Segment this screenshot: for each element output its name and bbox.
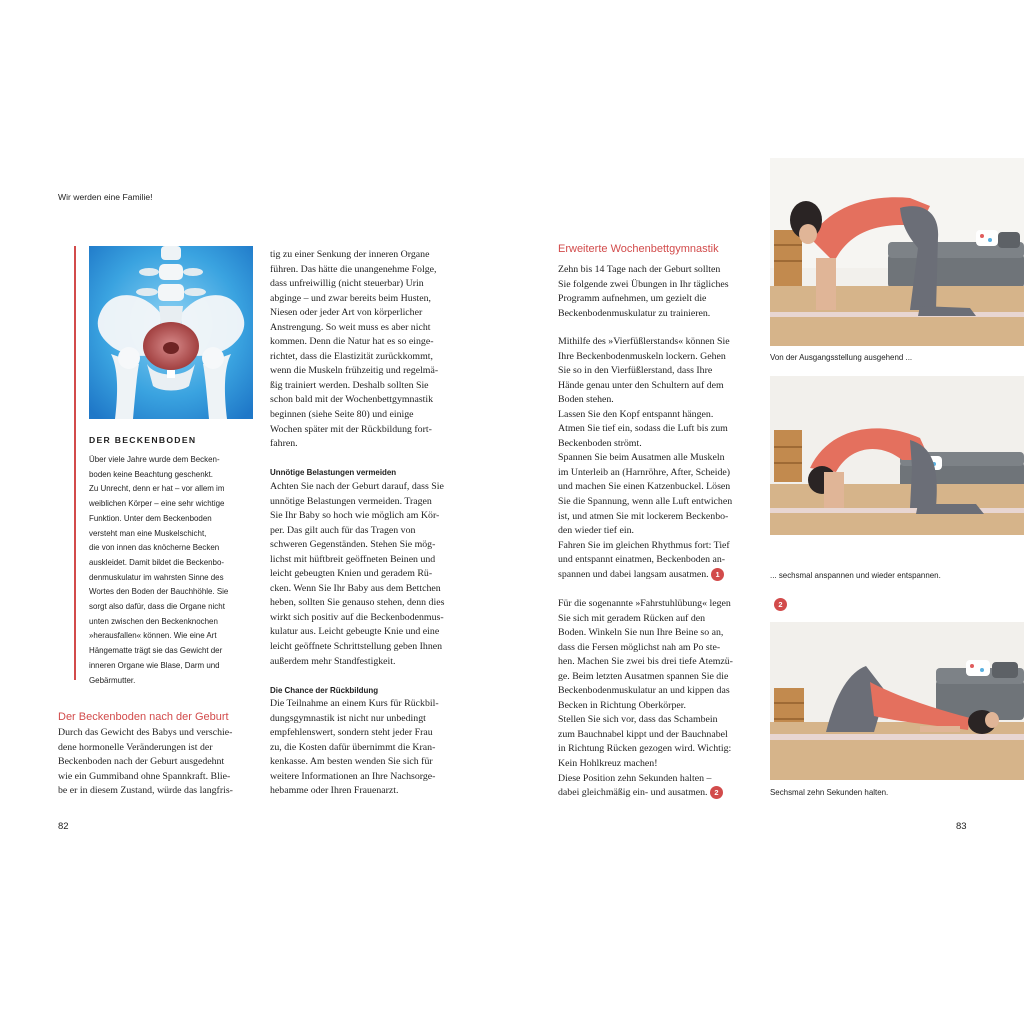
body-line: Boden stehen. [558,394,614,406]
body-line: hen. Machen Sie zwei bis drei tiefe Atemzü- [558,656,733,668]
section-heading-wochenbett: Erweiterte Wochenbettgymnastik [558,243,719,255]
body-line: beginnen (siehe Seite 80) und einige [270,409,414,421]
body-line: dass unfreiwillig (nicht steuerbar) Urin [270,278,424,290]
running-head: Wir werden eine Familie! [58,192,153,202]
body-line: heben, sollten Sie genauso stehen, denn dies [270,597,445,609]
body-line: Atmen Sie tief ein, sodass die Luft bis zum [558,423,728,435]
sidebar-line: Hängematte trägt sie das Gewicht der [89,646,223,656]
body-line: den wieder tief ein. [558,525,634,537]
body-line: fahren. [270,438,298,450]
body-line: tig zu einer Senkung der inneren Organe [270,249,430,260]
body-line: Beckenbodenmuskulatur zu trainieren. [558,307,711,319]
sidebar-line: Gebärmutter. [89,675,136,685]
body-line: ßig trainiert werden. Deshalb sollten Sie [270,379,429,391]
section-heading-beckenboden: Der Beckenboden nach der Geburt [58,711,229,723]
body-line: Wochen später mit der Rückbildung fort- [270,423,432,435]
paragraph-fahrstuhluebung [558,597,733,801]
section-body-beckenboden [58,726,233,799]
body-line: Anstrengung. So weit muss es aber nicht [270,321,431,333]
body-line: Beckenboden nach der Geburt ausgedehnt [58,756,225,768]
paragraph-vierfuesslerstand [558,335,732,582]
body-line: außerdem mehr Standfestigkeit. [270,655,396,667]
body-line: Sie die Spannung, wenn alle Luft entwichen [558,496,733,508]
sidebar-line: weiblichen Körper – eine sehr wichtige [89,499,225,509]
body-line: Sie folgende zwei Übungen in Ihr tägliches [558,278,729,290]
body-line: cken. Wenn Sie Ihr Baby aus dem Bettchen [270,582,441,594]
sidebar-body [89,453,261,688]
body-line: kommen. Denn die Natur hat es so einge- [270,336,434,348]
body-line: dungsgymnastik ist nicht nur unbedingt [270,712,426,724]
body-line: per. Das gilt auch für das Tragen von [270,524,416,536]
body-line: kenkasse. Am besten wenden Sie sich für [270,756,433,768]
column2-rueckbildung [270,697,439,799]
body-line: Hände genau unter den Schultern auf dem [558,379,724,391]
body-line: Sie Ihr Baby so hoch wie möglich am Kör- [270,510,440,522]
body-line: Sie sich mit geradem Rücken auf den [558,612,706,624]
body-line: Boden. Winkeln Sie nun Ihre Beine so an, [558,627,724,639]
subheading-rueckbildung: Die Chance der Rückbildung [270,686,379,695]
photo-3-badge: 2 [774,598,787,611]
body-line: Diese Position zehn Sekunden halten – [558,772,712,784]
column2-belastungen [270,480,444,669]
body-line: Mithilfe des »Vierfüßlerstands« können Sie [558,336,730,347]
photo-2-caption: ... sechsmal anspannen und wieder entspannen. [770,571,941,580]
body-line: leicht geöffnete Schrittstellung geben Ihnen [270,641,443,653]
body-line: abginge – und zwar bereits beim Husten, [270,292,432,304]
exercise-photo-pelvic-lift [770,622,1024,780]
step-2-badge: 2 [710,786,723,799]
step-1-badge: 1 [711,568,724,581]
page-number-right: 83 [956,821,967,832]
sidebar-title: DER BECKENBODEN [89,435,197,445]
body-line: wenn die Muskeln frühzeitig und regelmä- [270,365,439,377]
body-line: be er in diesem Zustand, würde das langfris- [58,785,233,797]
body-line: Spannen Sie beim Ausatmen alle Muskeln [558,452,725,464]
body-line-text: dabei gleichmäßig ein- und ausatmen. [558,787,708,799]
body-line: schon bald mit der Wochenbettgymnastik [270,394,434,406]
body-line: Lassen Sie den Kopf entspannt hängen. [558,408,714,420]
body-line-text: spannen und dabei langsam ausatmen. [558,568,709,580]
body-line: Programm aufnehmen, um gezielt die [558,293,707,305]
body-line: Die Teilnahme an einem Kurs für Rückbil- [270,698,439,709]
body-line-with-badge [558,568,732,583]
body-line: richtet, dass die Elastizität zurückkommt, [270,350,433,362]
body-line: unnötige Belastungen vermeiden. Tragen [270,495,432,507]
body-line: Fahren Sie im gleichen Rhythmus fort: Tief [558,539,730,551]
body-line: weitere Informationen an Ihre Nachsorge- [270,770,436,782]
sidebar-line: Funktion. Unter dem Beckenboden [89,513,212,523]
sidebar-line: »herausfallen« können. Wie eine Art [89,631,217,641]
sidebar-line: die von innen das knöcherne Becken [89,543,220,553]
exercise-photo-all-fours [770,158,1024,346]
column2-intro [270,248,438,452]
body-line: und machen Sie einen Katzenbuckel. Lösen [558,481,731,493]
body-line-with-badge [558,786,733,801]
body-line: in Richtung Rücken gezogen wird. Wichtig: [558,743,732,755]
body-line: zu, die Kosten dafür übernimmt die Kran- [270,741,436,753]
body-line: Für die sogenannte »Fahrstuhlübung« legen [558,598,731,609]
body-line: empfehlenswert, sondern steht jeder Frau [270,727,433,739]
photo-3-caption: Sechsmal zehn Sekunden halten. [770,788,889,797]
sidebar-line: unten zwischen den Beckenknochen [89,616,218,626]
body-line: dene hormonelle Veränderungen ist der [58,741,213,753]
body-line: Ihre Beckenbodenmuskeln lockern. Gehen [558,350,726,362]
body-line: schweren Gegenständen. Stehen Sie mög- [270,539,436,551]
body-line: dass die Fersen möglichst nah am Po ste- [558,641,721,653]
sidebar-line: versteht man eine Muskelschicht, [89,528,207,538]
body-line: Beckenboden strömt. [558,437,642,449]
body-line: ge. Beim letzten Ausatmen spannen Sie die [558,670,729,682]
sidebar-line: boden keine Beachtung geschenkt. [89,469,214,479]
sidebar-accent-bar [74,246,76,680]
pelvis-illustration [89,246,253,419]
body-line: Sie so in den Vierfüßlerstand, dass Ihre [558,365,713,377]
sidebar-line: sorgt also dafür, dass die Organe nicht [89,602,225,612]
subheading-belastungen: Unnötige Belastungen vermeiden [270,468,397,477]
sidebar-line: auskleidet. Damit bildet die Beckenbo- [89,557,225,567]
body-line: Durch das Gewicht des Babys und verschie- [58,727,233,738]
body-line: hebamme oder Ihren Frauenarzt. [270,785,399,797]
sidebar-line: denmuskulatur im wahrsten Sinne des [89,572,224,582]
body-line: lichst mit hüftbreit geöffneten Beinen und [270,553,436,565]
body-line: Achten Sie nach der Geburt darauf, dass Sie [270,481,444,492]
body-line: im Unterleib an (Harnröhre, After, Scheide) [558,466,731,478]
body-line: Stellen Sie sich vor, dass das Schambein [558,714,718,726]
sidebar-line: Über viele Jahre wurde dem Becken- [89,455,220,464]
body-line: wie ein Gummiband ohne Spannkraft. Blie- [58,770,231,782]
exercise-photo-cat-back [770,376,1024,535]
sidebar-line: Wortes den Boden der Bauchhöhle. Sie [89,587,229,597]
body-line: führen. Das hätte die unangenehme Folge, [270,263,437,275]
body-line: Kein Hohlkreuz machen! [558,758,658,770]
body-line: wirkt sich positiv auf die Beckenbodenmus- [270,611,444,623]
sidebar-line: Zu Unrecht, denn er hat – vor allem im [89,484,225,494]
body-line: zum Bauchnabel kippt und der Bauchnabel [558,728,728,740]
body-line: Beckenbodenmuskulatur an und kippen das [558,685,730,697]
photo-1-caption: Von der Ausgangsstellung ausgehend ... [770,353,913,362]
body-line: und entspannt einatmen, Beckenboden an- [558,554,726,566]
sidebar-line: inneren Organe wie Blase, Darm und [89,660,220,670]
paragraph-intro [558,263,729,321]
body-line: ist, und atmen Sie mit lockerem Beckenbo- [558,510,729,522]
body-line: Zehn bis 14 Tage nach der Geburt sollten [558,264,721,275]
page-number-left: 82 [58,821,69,832]
body-line: Niesen oder jeder Art von körperlicher [270,307,423,319]
body-line: leicht gebeugten Knien und geradem Rü- [270,568,433,580]
body-line: kulatur aus. Leicht gebeugte Knie und eine [270,626,440,638]
body-line: Becken in Richtung Oberkörper. [558,699,686,711]
